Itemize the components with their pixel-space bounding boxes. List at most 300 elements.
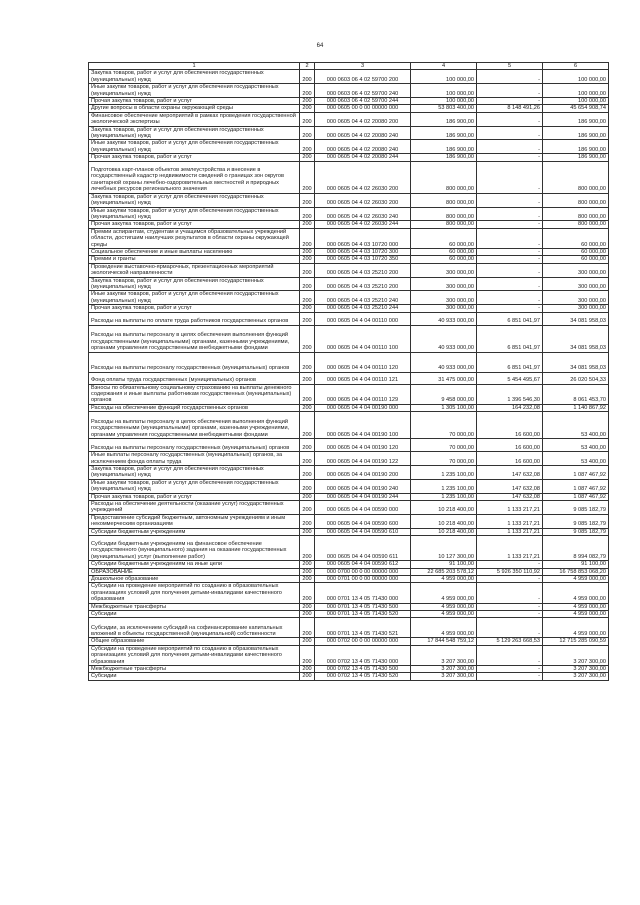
budget-code-cell: 000 0605 04 4 04 00190 122 <box>315 452 411 466</box>
row-name-cell: Прочая закупка товаров, работ и услуг <box>89 98 300 105</box>
row-name-cell: Прочая закупка товаров, работ и услуг <box>89 154 300 161</box>
budget-code-cell: 000 0605 04 4 04 00190 240 <box>315 479 411 493</box>
executed-amount-cell: - <box>477 645 543 665</box>
approved-amount-cell: 300 000,00 <box>411 277 477 291</box>
approved-amount-cell: 186 900,00 <box>411 126 477 140</box>
budget-code-cell: 000 0701 13 4 05 71430 000 <box>315 583 411 603</box>
approved-amount-cell: 53 803 400,00 <box>411 105 477 112</box>
table-row <box>89 193 609 207</box>
remaining-amount-cell: 100 000,00 <box>543 84 609 98</box>
approved-amount-cell: 100 000,00 <box>411 70 477 84</box>
remaining-amount-cell: 800 000,00 <box>543 161 609 193</box>
remaining-amount-cell: 800 000,00 <box>543 193 609 207</box>
admin-code-cell: 200 <box>300 207 315 221</box>
remaining-amount-cell: 12 715 285 090,59 <box>543 638 609 645</box>
approved-amount-cell: 9 458 000,00 <box>411 384 477 404</box>
row-name-cell: Проведение выставочно-ярмарочных, презентационных мероприятий экологической направленности <box>89 263 300 277</box>
admin-code-cell: 200 <box>300 70 315 84</box>
approved-amount-cell: 70 000,00 <box>411 412 477 439</box>
row-name-cell: Субсидии на проведение мероприятий по созданию в образовательных организациях условий для получения детьми-инвалидами качественного образования <box>89 583 300 603</box>
budget-code-cell: 000 0605 00 0 00 00000 000 <box>315 105 411 112</box>
remaining-amount-cell: 3 207 300,00 <box>543 673 609 680</box>
admin-code-cell: 200 <box>300 161 315 193</box>
executed-amount-cell: - <box>477 583 543 603</box>
executed-amount-cell: - <box>477 98 543 105</box>
table-row <box>89 256 609 263</box>
admin-code-cell: 200 <box>300 256 315 263</box>
row-name-cell: Прочая закупка товаров, работ и услуг <box>89 305 300 312</box>
remaining-amount-cell: 9 085 182,79 <box>543 501 609 515</box>
table-row <box>89 501 609 515</box>
table-row <box>89 140 609 154</box>
executed-amount-cell: 147 632,08 <box>477 479 543 493</box>
table-row <box>89 452 609 466</box>
row-name-cell: Субсидии на проведение мероприятий по созданию в образовательных организациях условий для получения детьми-инвалидами качественного образования <box>89 645 300 665</box>
row-name-cell: Финансовое обеспечение мероприятий в рамках проведения государственной экологической экспертизы <box>89 112 300 126</box>
table-row <box>89 312 609 325</box>
table-row <box>89 638 609 645</box>
admin-code-cell: 200 <box>300 479 315 493</box>
row-name-cell: Субсидии <box>89 610 300 617</box>
approved-amount-cell: 300 000,00 <box>411 291 477 305</box>
admin-code-cell: 200 <box>300 575 315 582</box>
budget-code-cell: 000 0603 06 4 02 59700 240 <box>315 84 411 98</box>
row-name-cell: Иные закупки товаров, работ и услуг для обеспечения государственных (муниципальных) нужд <box>89 84 300 98</box>
budget-code-cell: 000 0605 04 4 04 00590 611 <box>315 536 411 561</box>
admin-code-cell: 200 <box>300 645 315 665</box>
executed-amount-cell: - <box>477 207 543 221</box>
approved-amount-cell: 10 218 400,00 <box>411 514 477 528</box>
approved-amount-cell: 186 900,00 <box>411 154 477 161</box>
budget-code-cell: 000 0605 04 4 02 26030 244 <box>315 221 411 228</box>
approved-amount-cell: 31 475 000,00 <box>411 372 477 384</box>
admin-code-cell: 200 <box>300 561 315 568</box>
executed-amount-cell: 16 600,00 <box>477 452 543 466</box>
budget-code-cell: 000 0701 13 4 05 71430 521 <box>315 618 411 638</box>
approved-amount-cell: 70 000,00 <box>411 452 477 466</box>
executed-amount-cell: - <box>477 277 543 291</box>
remaining-amount-cell: 1 140 867,92 <box>543 404 609 411</box>
page-number: 64 <box>316 43 324 49</box>
budget-code-cell: 000 0603 06 4 02 59700 244 <box>315 98 411 105</box>
budget-code-cell: 000 0605 04 4 02 20080 240 <box>315 126 411 140</box>
admin-code-cell: 200 <box>300 352 315 372</box>
executed-amount-cell: 6 851 041,97 <box>477 312 543 325</box>
row-name-cell: Иные выплаты персоналу государственных (муниципальных) органов, за исключением фонда оплаты труда <box>89 452 300 466</box>
admin-code-cell: 200 <box>300 291 315 305</box>
executed-amount-cell: 147 632,08 <box>477 466 543 480</box>
budget-code-cell: 000 0605 04 4 04 00110 129 <box>315 384 411 404</box>
row-name-cell: Подготовка карт-планов объектов землеустройства и внесение в государственный кадастр недвижимости сведений о границах зон округов санитарной охраны лечебно-оздоровительных местностей и природных лечебных ресурсов регионального значения <box>89 161 300 193</box>
budget-code-cell: 000 0605 04 4 04 00590 610 <box>315 528 411 535</box>
remaining-amount-cell: 300 000,00 <box>543 291 609 305</box>
remaining-amount-cell: 53 400,00 <box>543 439 609 452</box>
admin-code-cell: 200 <box>300 568 315 575</box>
remaining-amount-cell: 9 085 182,79 <box>543 528 609 535</box>
budget-code-cell: 000 0605 04 4 02 20080 200 <box>315 112 411 126</box>
remaining-amount-cell: 34 081 958,03 <box>543 312 609 325</box>
executed-amount-cell: 1 133 217,21 <box>477 501 543 515</box>
remaining-amount-cell: 60 000,00 <box>543 256 609 263</box>
approved-amount-cell: 4 959 000,00 <box>411 610 477 617</box>
approved-amount-cell: 22 685 203 578,12 <box>411 568 477 575</box>
budget-code-cell: 000 0701 13 4 05 71430 500 <box>315 603 411 610</box>
remaining-amount-cell: 1 087 467,92 <box>543 466 609 480</box>
budget-code-cell: 000 0701 00 0 00 00000 000 <box>315 575 411 582</box>
budget-code-cell: 000 0603 06 4 02 59700 200 <box>315 70 411 84</box>
budget-code-cell: 000 0605 04 4 04 00110 120 <box>315 352 411 372</box>
executed-amount-cell: - <box>477 140 543 154</box>
row-name-cell: Премии и гранты <box>89 256 300 263</box>
remaining-amount-cell: 1 087 467,92 <box>543 479 609 493</box>
table-row <box>89 305 609 312</box>
budget-code-cell: 000 0605 04 4 04 00110 100 <box>315 325 411 352</box>
table-row <box>89 291 609 305</box>
executed-amount-cell: - <box>477 161 543 193</box>
column-number-row <box>89 63 609 70</box>
remaining-amount-cell: 300 000,00 <box>543 305 609 312</box>
budget-code-cell: 000 0605 04 4 04 00190 000 <box>315 404 411 411</box>
remaining-amount-cell: 9 085 182,79 <box>543 514 609 528</box>
budget-code-cell: 000 0605 04 4 03 25210 240 <box>315 291 411 305</box>
table-row <box>89 112 609 126</box>
remaining-amount-cell: 100 000,00 <box>543 98 609 105</box>
table-row <box>89 673 609 680</box>
row-name-cell: Расходы на обеспечение функций государственных органов <box>89 404 300 411</box>
approved-amount-cell: 4 959 000,00 <box>411 618 477 638</box>
approved-amount-cell: 1 235 100,00 <box>411 493 477 500</box>
approved-amount-cell: 4 959 000,00 <box>411 603 477 610</box>
executed-amount-cell: - <box>477 126 543 140</box>
row-name-cell: Закупка товаров, работ и услуг для обеспечения государственных (муниципальных) нужд <box>89 277 300 291</box>
executed-amount-cell: - <box>477 610 543 617</box>
executed-amount-cell: 6 851 041,97 <box>477 352 543 372</box>
budget-code-cell: 000 0605 04 4 04 00590 612 <box>315 561 411 568</box>
budget-code-cell: 000 0605 04 4 04 00110 121 <box>315 372 411 384</box>
table-row <box>89 154 609 161</box>
executed-amount-cell: 6 851 041,97 <box>477 325 543 352</box>
table-row <box>89 325 609 352</box>
row-name-cell: Дошкольное образование <box>89 575 300 582</box>
budget-execution-table <box>88 62 609 681</box>
remaining-amount-cell: 91 100,00 <box>543 561 609 568</box>
approved-amount-cell: 800 000,00 <box>411 207 477 221</box>
row-name-cell: Субсидии бюджетным учреждениям на финансовое обеспечение государственного (муниципального) задания на оказание государственных (муниципальных) услуг (выполнение работ) <box>89 536 300 561</box>
approved-amount-cell: 3 207 300,00 <box>411 673 477 680</box>
executed-amount-cell: 1 396 546,30 <box>477 384 543 404</box>
approved-amount-cell: 60 000,00 <box>411 248 477 255</box>
table-row <box>89 439 609 452</box>
table-row <box>89 493 609 500</box>
admin-code-cell: 200 <box>300 404 315 411</box>
approved-amount-cell: 60 000,00 <box>411 256 477 263</box>
remaining-amount-cell: 16 758 853 068,20 <box>543 568 609 575</box>
remaining-amount-cell: 186 900,00 <box>543 154 609 161</box>
table-row <box>89 561 609 568</box>
remaining-amount-cell: 3 207 300,00 <box>543 665 609 672</box>
executed-amount-cell: - <box>477 603 543 610</box>
admin-code-cell: 200 <box>300 528 315 535</box>
column-header: 2 <box>300 63 315 70</box>
budget-code-cell: 000 0605 04 4 02 26030 200 <box>315 193 411 207</box>
admin-code-cell: 200 <box>300 325 315 352</box>
row-name-cell: Расходы на выплаты персоналу государственных (муниципальных) органов <box>89 352 300 372</box>
admin-code-cell: 200 <box>300 277 315 291</box>
row-name-cell: Социальное обеспечение и иные выплаты населению <box>89 248 300 255</box>
executed-amount-cell: - <box>477 263 543 277</box>
admin-code-cell: 200 <box>300 84 315 98</box>
budget-code-cell: 000 0605 04 4 03 25210 200 <box>315 277 411 291</box>
admin-code-cell: 200 <box>300 618 315 638</box>
admin-code-cell: 200 <box>300 305 315 312</box>
table-row <box>89 528 609 535</box>
approved-amount-cell: 186 900,00 <box>411 140 477 154</box>
budget-code-cell: 000 0605 04 4 03 10720 300 <box>315 248 411 255</box>
approved-amount-cell: 3 207 300,00 <box>411 665 477 672</box>
row-name-cell: Иные закупки товаров, работ и услуг для обеспечения государственных (муниципальных) нужд <box>89 479 300 493</box>
column-header: 1 <box>89 63 300 70</box>
column-header: 4 <box>411 63 477 70</box>
table-row <box>89 479 609 493</box>
admin-code-cell: 200 <box>300 384 315 404</box>
admin-code-cell: 200 <box>300 248 315 255</box>
admin-code-cell: 200 <box>300 610 315 617</box>
approved-amount-cell: 91 100,00 <box>411 561 477 568</box>
column-header: 5 <box>477 63 543 70</box>
row-name-cell: Расходы на обеспечение деятельности (оказание услуг) государственных учреждений <box>89 501 300 515</box>
remaining-amount-cell: 4 959 000,00 <box>543 575 609 582</box>
approved-amount-cell: 4 959 000,00 <box>411 575 477 582</box>
admin-code-cell: 200 <box>300 603 315 610</box>
executed-amount-cell: - <box>477 221 543 228</box>
table-row <box>89 665 609 672</box>
table-row <box>89 126 609 140</box>
table-row <box>89 263 609 277</box>
budget-code-cell: 000 0605 04 4 03 25210 200 <box>315 263 411 277</box>
table-row <box>89 618 609 638</box>
executed-amount-cell: 147 632,08 <box>477 493 543 500</box>
admin-code-cell: 200 <box>300 439 315 452</box>
remaining-amount-cell: 186 900,00 <box>543 112 609 126</box>
remaining-amount-cell: 4 959 000,00 <box>543 603 609 610</box>
executed-amount-cell: 5 926 350 110,92 <box>477 568 543 575</box>
table-row <box>89 610 609 617</box>
executed-amount-cell: 16 600,00 <box>477 412 543 439</box>
row-name-cell: Расходы на выплаты персоналу в целях обеспечения выполнения функций государственными (муниципальными) органами, казенными учреждениями, органами управления государственными внебюджетными фондами <box>89 412 300 439</box>
table-row <box>89 84 609 98</box>
executed-amount-cell: - <box>477 305 543 312</box>
executed-amount-cell: 5 454 495,67 <box>477 372 543 384</box>
table-row <box>89 583 609 603</box>
row-name-cell: Межбюджетные трансферты <box>89 665 300 672</box>
row-name-cell: Фонд оплаты труда государственных (муниципальных) органов <box>89 372 300 384</box>
remaining-amount-cell: 186 900,00 <box>543 126 609 140</box>
admin-code-cell: 200 <box>300 154 315 161</box>
budget-code-cell: 000 0605 04 4 04 00110 000 <box>315 312 411 325</box>
admin-code-cell: 200 <box>300 228 315 248</box>
approved-amount-cell: 1 305 100,00 <box>411 404 477 411</box>
row-name-cell: Субсидии бюджетным учреждениям <box>89 528 300 535</box>
approved-amount-cell: 10 127 300,00 <box>411 536 477 561</box>
remaining-amount-cell: 186 900,00 <box>543 140 609 154</box>
table-row <box>89 161 609 193</box>
row-name-cell: ОБРАЗОВАНИЕ <box>89 568 300 575</box>
approved-amount-cell: 17 844 548 759,12 <box>411 638 477 645</box>
row-name-cell: Общее образование <box>89 638 300 645</box>
admin-code-cell: 200 <box>300 514 315 528</box>
table-row <box>89 514 609 528</box>
approved-amount-cell: 100 000,00 <box>411 98 477 105</box>
approved-amount-cell: 10 218 400,00 <box>411 501 477 515</box>
row-name-cell: Закупка товаров, работ и услуг для обеспечения государственных (муниципальных) нужд <box>89 70 300 84</box>
admin-code-cell: 200 <box>300 221 315 228</box>
executed-amount-cell: 16 600,00 <box>477 439 543 452</box>
budget-code-cell: 000 0605 04 4 02 20080 240 <box>315 140 411 154</box>
row-name-cell: Прочая закупка товаров, работ и услуг <box>89 493 300 500</box>
table-row <box>89 412 609 439</box>
admin-code-cell: 200 <box>300 98 315 105</box>
budget-code-cell: 000 0605 04 4 02 26030 200 <box>315 161 411 193</box>
row-name-cell: Расходы на выплаты по оплате труда работников государственных органов <box>89 312 300 325</box>
admin-code-cell: 200 <box>300 126 315 140</box>
executed-amount-cell: - <box>477 154 543 161</box>
remaining-amount-cell: 34 081 958,03 <box>543 352 609 372</box>
remaining-amount-cell: 300 000,00 <box>543 277 609 291</box>
admin-code-cell: 200 <box>300 583 315 603</box>
remaining-amount-cell: 300 000,00 <box>543 263 609 277</box>
budget-code-cell: 000 0605 04 4 04 00590 600 <box>315 514 411 528</box>
budget-code-cell: 000 0605 04 4 02 26030 240 <box>315 207 411 221</box>
table-row <box>89 568 609 575</box>
column-header: 6 <box>543 63 609 70</box>
executed-amount-cell: - <box>477 673 543 680</box>
admin-code-cell: 200 <box>300 466 315 480</box>
executed-amount-cell: 1 133 217,21 <box>477 514 543 528</box>
row-name-cell: Закупка товаров, работ и услуг для обеспечения государственных (муниципальных) нужд <box>89 126 300 140</box>
table-row <box>89 70 609 84</box>
budget-code-cell: 000 0605 04 4 04 00190 120 <box>315 439 411 452</box>
table-body <box>89 70 609 680</box>
executed-amount-cell: - <box>477 561 543 568</box>
row-name-cell: Иные закупки товаров, работ и услуг для обеспечения государственных (муниципальных) нужд <box>89 207 300 221</box>
executed-amount-cell: 1 133 217,21 <box>477 528 543 535</box>
remaining-amount-cell: 8 061 453,70 <box>543 384 609 404</box>
admin-code-cell: 200 <box>300 638 315 645</box>
approved-amount-cell: 1 235 100,00 <box>411 466 477 480</box>
table-row <box>89 207 609 221</box>
row-name-cell: Прочая закупка товаров, работ и услуг <box>89 221 300 228</box>
row-name-cell: Другие вопросы в области охраны окружающей среды <box>89 105 300 112</box>
remaining-amount-cell: 26 020 504,33 <box>543 372 609 384</box>
budget-code-cell: 000 0605 04 4 04 00190 244 <box>315 493 411 500</box>
budget-code-cell: 000 0605 04 4 03 25210 244 <box>315 305 411 312</box>
budget-code-cell: 000 0605 04 4 03 10720 000 <box>315 228 411 248</box>
remaining-amount-cell: 45 654 908,74 <box>543 105 609 112</box>
budget-code-cell: 000 0605 04 4 04 00590 000 <box>315 501 411 515</box>
executed-amount-cell: - <box>477 665 543 672</box>
table-row <box>89 466 609 480</box>
row-name-cell: Иные закупки товаров, работ и услуг для обеспечения государственных (муниципальных) нужд <box>89 140 300 154</box>
table-row <box>89 575 609 582</box>
approved-amount-cell: 800 000,00 <box>411 161 477 193</box>
executed-amount-cell: - <box>477 248 543 255</box>
admin-code-cell: 200 <box>300 452 315 466</box>
approved-amount-cell: 1 235 100,00 <box>411 479 477 493</box>
remaining-amount-cell: 8 994 082,79 <box>543 536 609 561</box>
approved-amount-cell: 3 207 300,00 <box>411 645 477 665</box>
approved-amount-cell: 70 000,00 <box>411 439 477 452</box>
table-row <box>89 221 609 228</box>
executed-amount-cell: - <box>477 70 543 84</box>
budget-code-cell: 000 0605 04 4 03 10720 350 <box>315 256 411 263</box>
remaining-amount-cell: 800 000,00 <box>543 221 609 228</box>
approved-amount-cell: 60 000,00 <box>411 228 477 248</box>
approved-amount-cell: 300 000,00 <box>411 263 477 277</box>
row-name-cell: Субсидии <box>89 673 300 680</box>
executed-amount-cell: - <box>477 228 543 248</box>
admin-code-cell: 200 <box>300 673 315 680</box>
table-row <box>89 645 609 665</box>
remaining-amount-cell: 100 000,00 <box>543 70 609 84</box>
approved-amount-cell: 186 900,00 <box>411 112 477 126</box>
table-row <box>89 277 609 291</box>
executed-amount-cell: - <box>477 84 543 98</box>
table-row <box>89 404 609 411</box>
executed-amount-cell: - <box>477 256 543 263</box>
admin-code-cell: 200 <box>300 501 315 515</box>
budget-code-cell: 000 0605 04 4 02 20080 244 <box>315 154 411 161</box>
admin-code-cell: 200 <box>300 493 315 500</box>
budget-code-cell: 000 0605 04 4 04 00190 200 <box>315 466 411 480</box>
remaining-amount-cell: 53 400,00 <box>543 412 609 439</box>
executed-amount-cell: - <box>477 112 543 126</box>
admin-code-cell: 200 <box>300 412 315 439</box>
table-row <box>89 384 609 404</box>
table-row <box>89 603 609 610</box>
row-name-cell: Взносы по обязательному социальному страхованию на выплаты денежного содержания и иные выплаты работникам государственных (муниципальных) органов <box>89 384 300 404</box>
remaining-amount-cell: 4 959 000,00 <box>543 583 609 603</box>
row-name-cell: Закупка товаров, работ и услуг для обеспечения государственных (муниципальных) нужд <box>89 466 300 480</box>
admin-code-cell: 200 <box>300 263 315 277</box>
approved-amount-cell: 40 933 000,00 <box>411 352 477 372</box>
table-row <box>89 98 609 105</box>
executed-amount-cell: 8 148 491,26 <box>477 105 543 112</box>
column-header: 3 <box>315 63 411 70</box>
executed-amount-cell: 1 133 217,21 <box>477 536 543 561</box>
remaining-amount-cell: 53 400,00 <box>543 452 609 466</box>
admin-code-cell: 200 <box>300 193 315 207</box>
remaining-amount-cell: 4 959 000,00 <box>543 618 609 638</box>
approved-amount-cell: 300 000,00 <box>411 305 477 312</box>
executed-amount-cell: 5 129 263 668,53 <box>477 638 543 645</box>
budget-code-cell: 000 0702 13 4 05 71430 500 <box>315 665 411 672</box>
remaining-amount-cell: 4 959 000,00 <box>543 610 609 617</box>
admin-code-cell: 200 <box>300 312 315 325</box>
table-row <box>89 372 609 384</box>
approved-amount-cell: 800 000,00 <box>411 193 477 207</box>
executed-amount-cell: - <box>477 291 543 305</box>
admin-code-cell: 200 <box>300 536 315 561</box>
budget-code-cell: 000 0702 13 4 05 71430 000 <box>315 645 411 665</box>
admin-code-cell: 200 <box>300 140 315 154</box>
budget-code-cell: 000 0702 00 0 00 00000 000 <box>315 638 411 645</box>
admin-code-cell: 200 <box>300 105 315 112</box>
row-name-cell: Предоставление субсидий бюджетным, автономным учреждениям и иным некоммерческим организациям <box>89 514 300 528</box>
admin-code-cell: 200 <box>300 372 315 384</box>
budget-code-cell: 000 0701 13 4 05 71430 520 <box>315 610 411 617</box>
approved-amount-cell: 800 000,00 <box>411 221 477 228</box>
remaining-amount-cell: 1 087 467,92 <box>543 493 609 500</box>
